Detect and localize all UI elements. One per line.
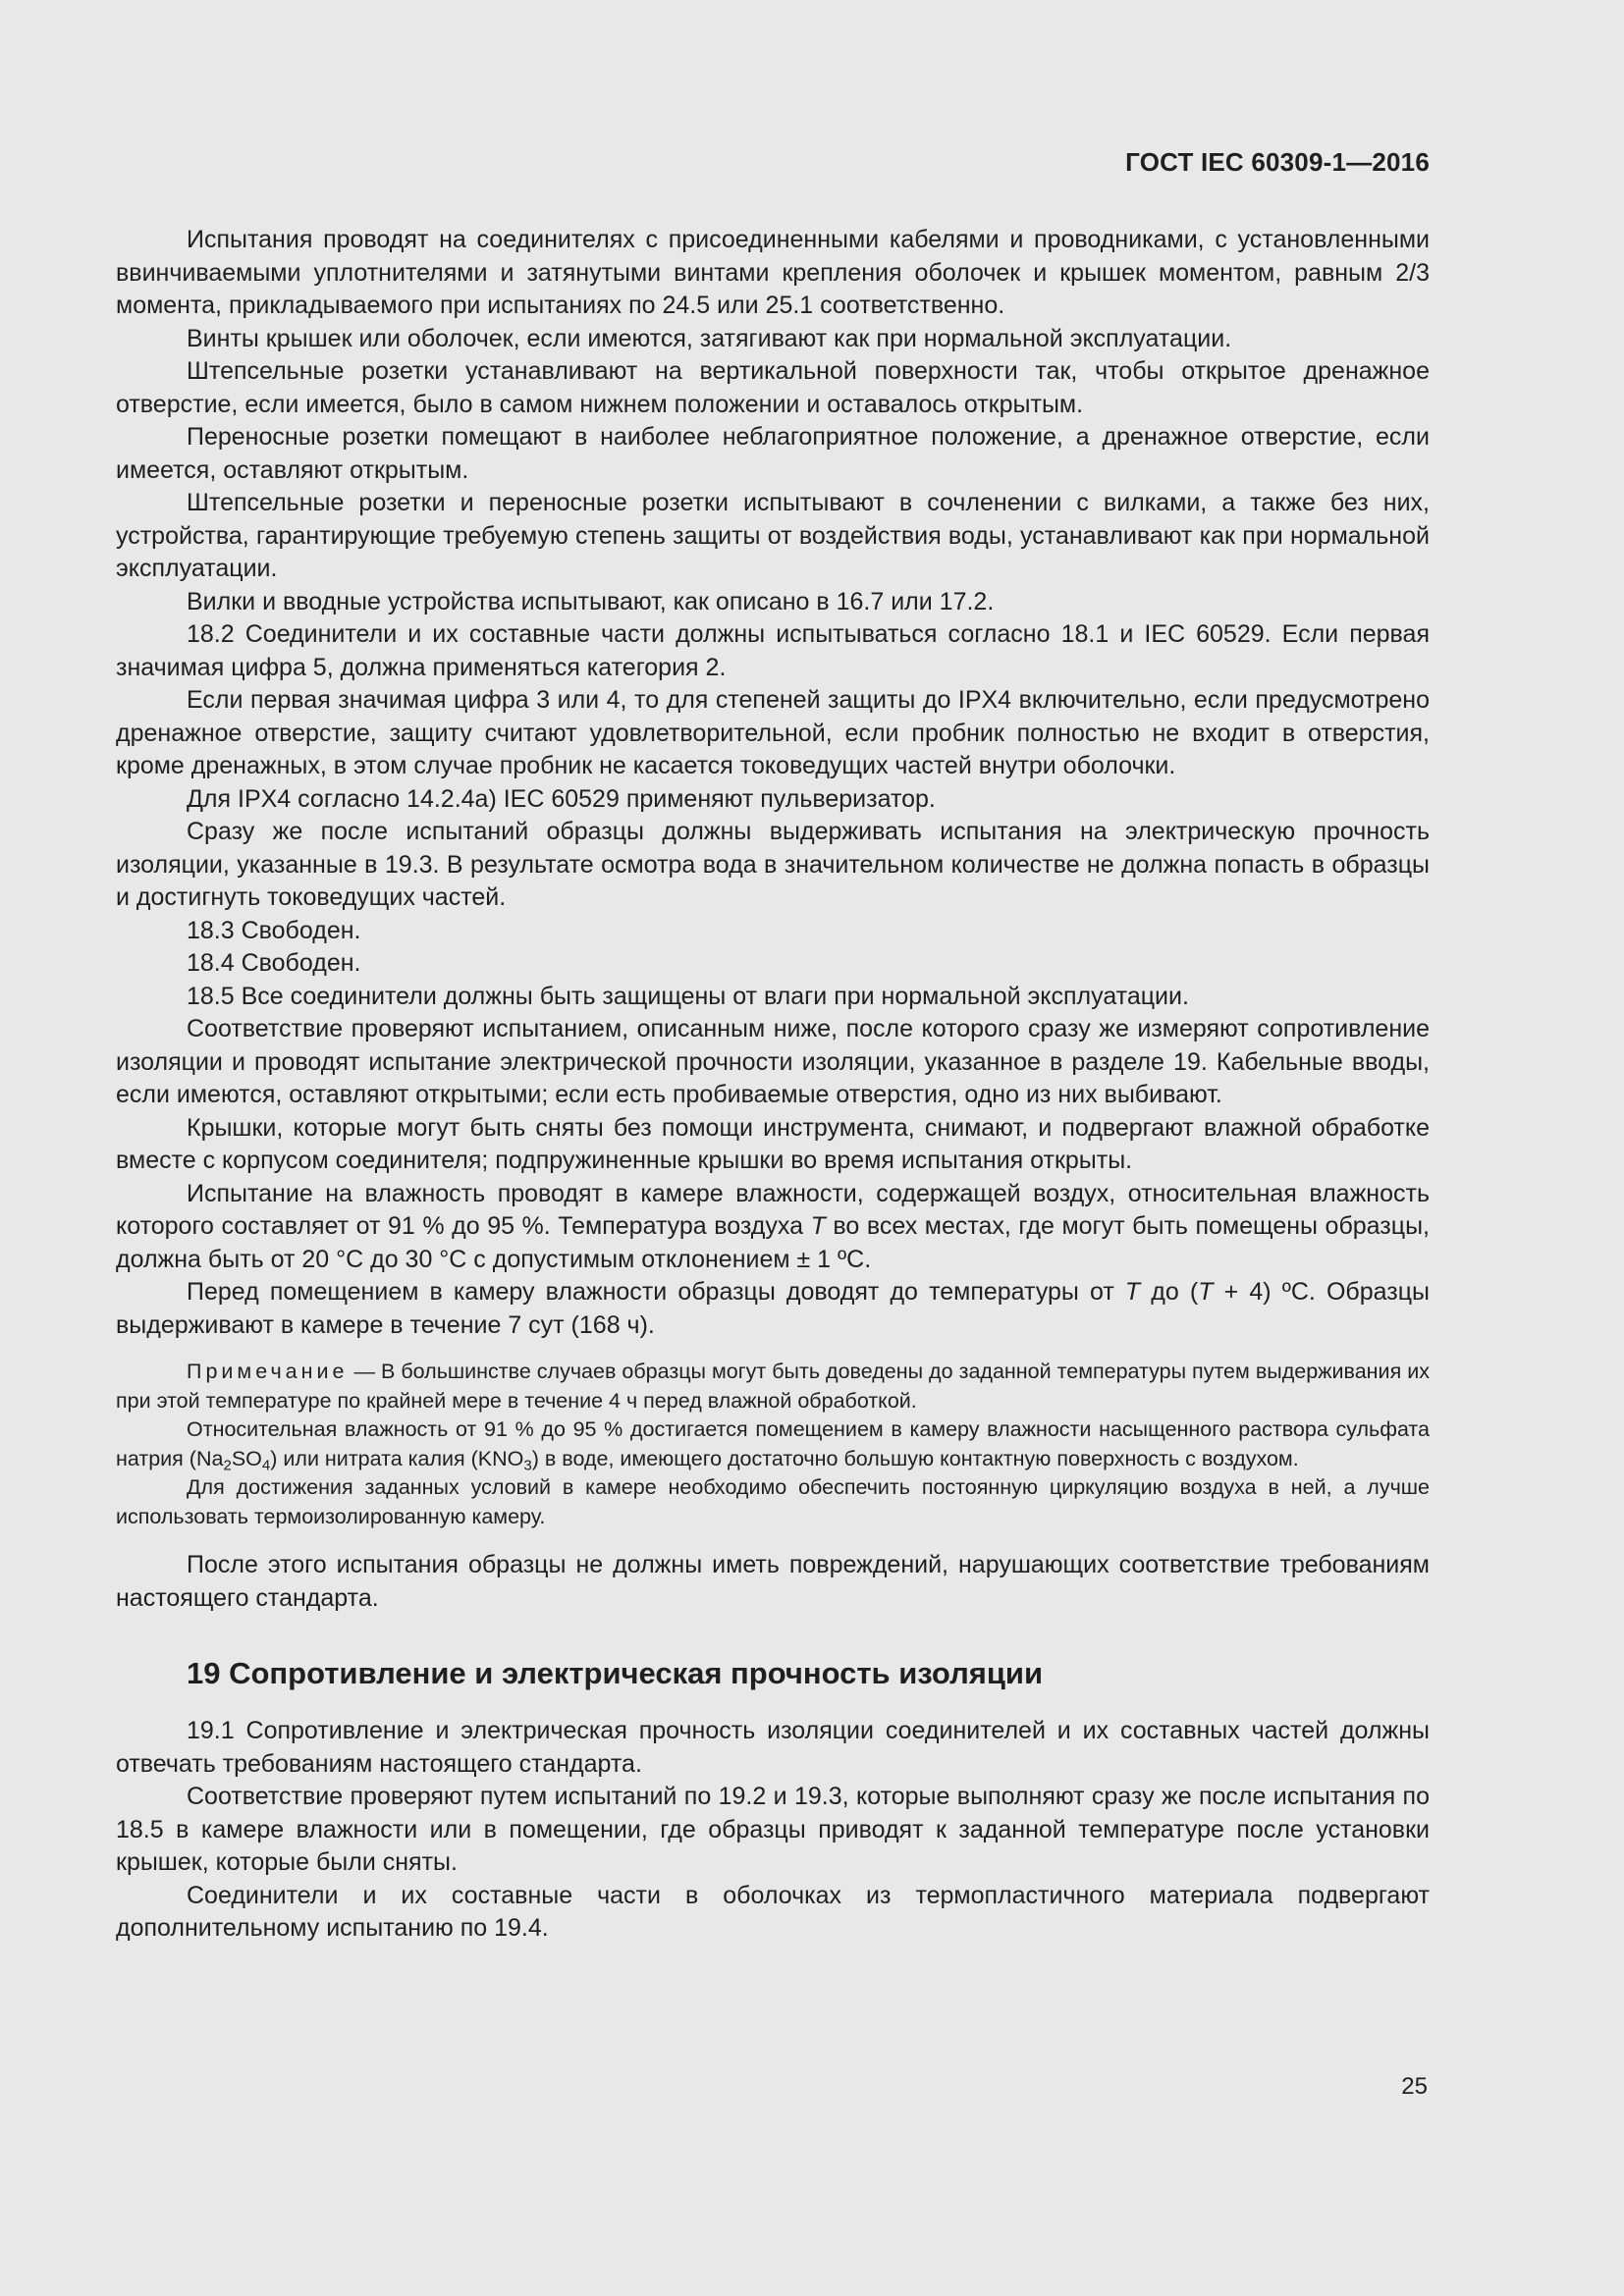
paragraph: Винты крышек или оболочек, если имеются, затягивают как при нормальной эксплуатации. (187, 324, 1232, 352)
note (116, 1358, 1430, 1415)
variable-T: T (1198, 1278, 1214, 1306)
paragraph: Если первая значимая цифра 3 или 4, то для степеней защиты до IPX4 включительно, если предусмотрено дренажное отверстие, защиту считают удовлетворительной, если пробник полностью не входит в отверстия, кроме дренажных, в этом случае пробник не касается токоведущих частей внутри оболочки. (116, 686, 1430, 779)
variable-T: T (810, 1212, 826, 1240)
subscript: 4 (261, 1457, 271, 1473)
paragraph: Сразу же после испытаний образцы должны выдерживать испытания на электрическую прочность изоляции, указанные в 19.3. В результате осмотра вода в значительном количестве не должна попасть в образцы и достигнуть токоведущих частей. (116, 818, 1430, 911)
paragraph: Испытания проводят на соединителях с присоединенными кабелями и проводниками, с установленными ввинчиваемыми уплотнителями и затянутыми винтами крепления оболочек и крышек моментом, равным 2/3 момента, прикладываемого при испытаниях по 24.5 или 25.1 соответственно. (116, 226, 1430, 319)
paragraph: Соответствие проверяют путем испытаний по 19.2 и 19.3, которые выполняют сразу же после испытания по 18.5 в камере влажности или в помещении, где образцы приводят к заданной температуре после установки крышек, которые были сняты. (116, 1783, 1430, 1876)
paragraph: Штепсельные розетки и переносные розетки испытывают в сочленении с вилками, а также без них, устройства, гарантирующие требуемую степень защиты от воздействия воды, устанавливают как при нормальной эксплуатации. (116, 489, 1430, 582)
paragraph: 18.4 Свободен. (187, 949, 361, 977)
text-run: Испытание на влажность проводят в камере влажности, содержащей воздух, относительная влажность которого составляет от 91 % до 95 %. Температура воздуха (116, 1179, 1430, 1240)
note-text: ) или нитрата калия (KNO (270, 1446, 524, 1470)
temperature-paragraph (116, 1276, 1430, 1342)
paragraph: Для IPX4 согласно 14.2.4а) IEC 60529 применяют пульверизатор. (187, 784, 936, 813)
notes-block (116, 1358, 1430, 1531)
subscript: 2 (223, 1457, 232, 1473)
paragraph: Переносные розетки помещают в наиболее неблагоприятное положение, а дренажное отверстие, если имеется, оставляют открытым. (116, 423, 1430, 484)
paragraph: 19.1 Сопротивление и электрическая прочность изоляции соединителей и их составных частей должны отвечать требованиям настоящего стандарта. (116, 1717, 1430, 1778)
note-text: Относительная влажность от 91 % до 95 % достигается помещением в камеру влажности насыщенного раствора сульфата натрия (Na (116, 1417, 1430, 1470)
variable-T: T (1124, 1278, 1141, 1306)
paragraph: Соединители и их составные части в оболочках из термопластичного материала подвергают дополнительному испытанию по 19.4. (116, 1881, 1430, 1942)
paragraph: Вилки и вводные устройства испытывают, как описано в 16.7 или 17.2. (187, 587, 995, 615)
paragraph: 18.5 Все соединители должны быть защищены от влаги при нормальной эксплуатации. (187, 982, 1189, 1010)
humidity-paragraph (116, 1178, 1430, 1277)
section-heading: 19 Сопротивление и электрическая прочность изоляции (187, 1656, 1044, 1690)
note (116, 1415, 1430, 1473)
paragraph: 18.3 Свободен. (187, 916, 361, 944)
standard-designation: ГОСТ IEC 60309-1—2016 (1125, 147, 1430, 177)
text-run: до ( (1140, 1278, 1199, 1306)
subscript: 3 (523, 1457, 532, 1473)
paragraph: После этого испытания образцы не должны иметь повреждений, нарушающих соответствие требованиям настоящего стандарта. (116, 1551, 1430, 1612)
page-content (116, 224, 1430, 1946)
text-run: + 4) ºС. Образцы выдерживают в камере в течение 7 сут (168 ч). (116, 1278, 1430, 1339)
paragraph: Штепсельные розетки устанавливают на вертикальной поверхности так, чтобы открытое дренажное отверстие, если имеется, было в самом нижнем положении и оставалось открытым. (116, 357, 1430, 418)
text-run: во всех местах, где могут быть помещены образцы, должна быть от 20 °С до 30 °С с допустимым отклонением ± 1 ºС. (116, 1212, 1430, 1273)
note-text: — В большинстве случаев образцы могут быть доведены до заданной температуры путем выдерживания их при этой температуре по крайней мере в течение 4 ч перед влажной обработкой. (116, 1360, 1430, 1413)
paragraph: 18.2 Соединители и их составные части должны испытываться согласно 18.1 и IEC 60529. Если первая значимая цифра 5, должна применяться категория 2. (116, 620, 1430, 681)
paragraph: Крышки, которые могут быть сняты без помощи инструмента, снимают, и подвергают влажной обработке вместе с корпусом соединителя; подпружиненные крышки во время испытания открыты. (116, 1113, 1430, 1174)
note-text: SO (231, 1446, 262, 1470)
paragraph: Соответствие проверяют испытанием, описанным ниже, после которого сразу же измеряют сопротивление изоляции и проводят испытание электрической прочности изоляции, указанное в разделе 19. Кабельные вводы, если имеются, оставляют открытыми; если есть пробиваемые отверстия, одно из них выбивают. (116, 1015, 1430, 1108)
note: Для достижения заданных условий в камере необходимо обеспечить постоянную циркуляцию воздуха в ней, а лучше использовать термоизолированную камеру. (116, 1475, 1430, 1528)
text-run: Перед помещением в камеру влажности образцы доводят до температуры от (187, 1278, 1125, 1306)
note-text: ) в воде, имеющего достаточно большую контактную поверхность с воздухом. (531, 1446, 1299, 1470)
page-number: 25 (1401, 2073, 1428, 2100)
note-label: Примечание (187, 1360, 349, 1383)
